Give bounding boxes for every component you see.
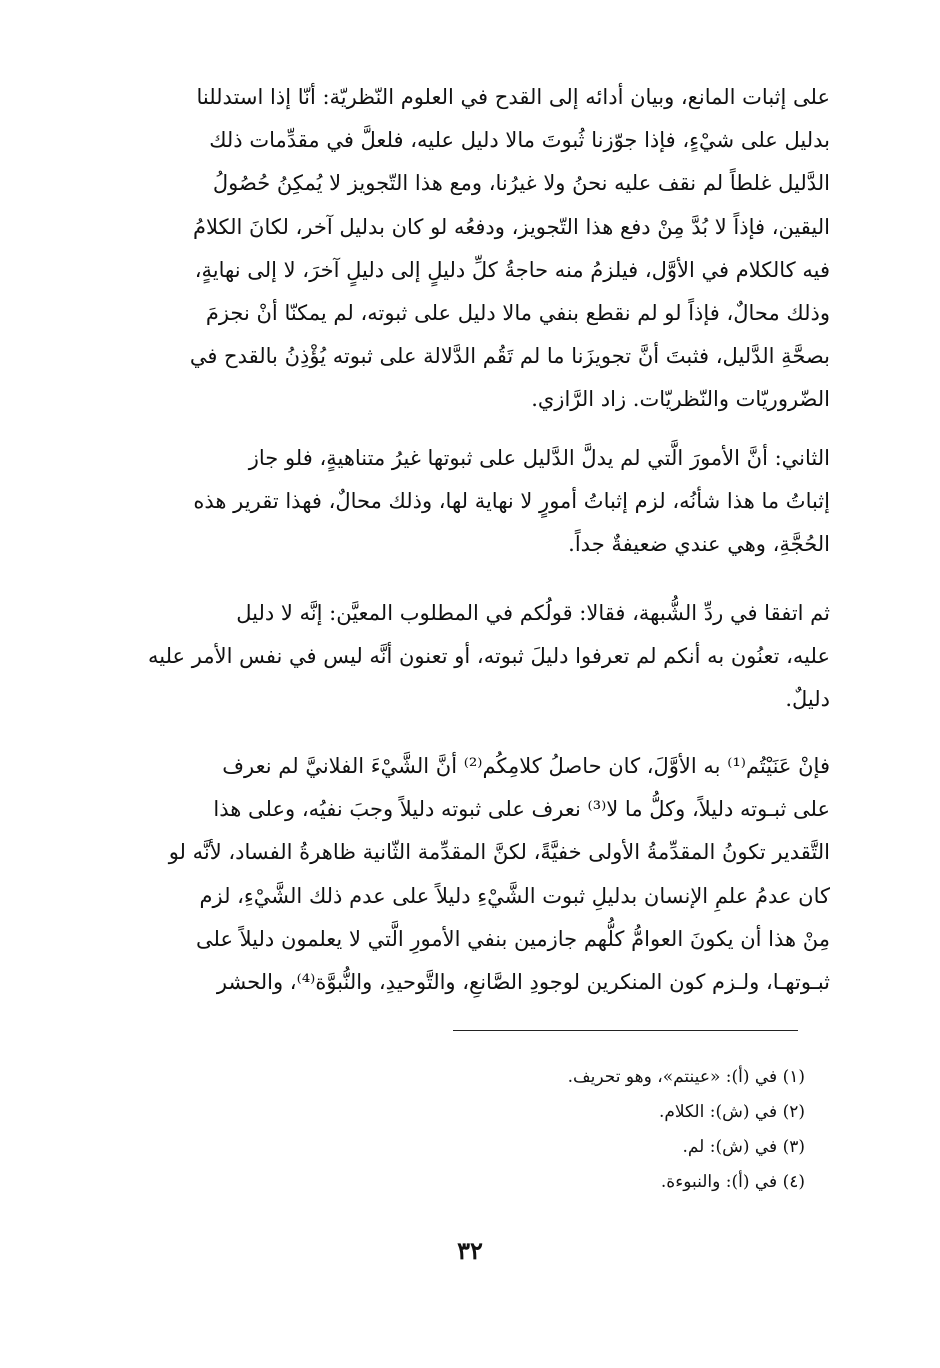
text-line: الثاني: أنَّ الأمورَ الَّتي لم يدلَّ الدَّليل على ثبوتها غيرُ متناهيةٍ، فلو جاز <box>248 446 830 470</box>
text-line: وذلك محالٌ، فإذاً لو لم نقطع بنفي مالا دليل على ثبوته، لم يمكنّا أنْ نجزمَ <box>205 301 830 326</box>
text-line: فإنْ عَنَيْتُم⁽¹⁾ به الأوَّلَ، كان حاصلُ كلامِكُم⁽²⁾ أنَّ الشَّيْءَ الفلانيَّ لم نعرف <box>222 754 830 778</box>
text-line: على إثبات المانع، وبيان أدائه إلى القدح في العلوم النّظريّة: أنّا إذا استدللنا <box>196 85 830 109</box>
text-line: عليه، تعنُون به أنكم لم تعرفوا دليلَ ثبوته، أو تعنون أنَّه ليس في نفس الأمر عليه <box>148 644 830 669</box>
paragraph-4 <box>118 745 830 1004</box>
footnote-1: (١) في (أ): «عينتم»، وهو تحريف. <box>567 1067 805 1087</box>
text-line: على ثبـوته دليلاً، وكلُّ ما لا⁽³⁾ نعرف على ثبوته دليلاً وجبَ نفيُه، وعلى هذا <box>213 797 830 822</box>
text-line: اليقين، فإذاً لا بُدَّ مِنْ دفع هذا التّجويز، ودفعُه لو كان بدليل آخر، لكانَ الكلامُ <box>193 214 830 239</box>
text-line: بدليل على شيْءٍ، فإذا جوّزنا ثُبوتَ مالا دليل عليه، فلعلَّ في مقدِّمات ذلك <box>209 128 830 153</box>
text-line: دليلٌ. <box>785 687 830 712</box>
text-line: إثباتُ ما هذا شأنُه، لزم إثباتُ أمورٍ لا نهاية لها، وذلك محالٌ، فهذا تقرير هذه <box>193 489 830 514</box>
text-line: الحُجَّةِ، وهي عندي ضعيفةٌ جداً. <box>568 532 830 557</box>
footnote-3: (٣) في (ش): لم. <box>682 1137 805 1157</box>
paragraph-3 <box>118 592 830 722</box>
page-number: ٣٢ <box>457 1236 483 1265</box>
text-line: الضّروريّات والنّظريّات. زاد الرَّازي. <box>531 387 830 412</box>
text-line: فيه كالكلام في الأوَّل، فيلزمُ منه حاجةُ كلِّ دليلٍ إلى دليلٍ آخرَ، لا إلى نهايةٍ، <box>194 257 830 282</box>
text-line: الدَّليل غلطاً لم نقف عليه نحنُ ولا غيرُنا، ومع هذا التّجويز لا يُمكِنُ حُصُولُ <box>212 171 830 196</box>
text-line: مِنْ هذا أن يكونَ العوامُّ كلُّهم جازمين بنفي الأمورِ الَّتي لا يعلمون دليلاً على <box>195 926 830 951</box>
text-line: التَّقدير تكونُ المقدِّمةُ الأولى خفيَّةً، لكنَّ المقدِّمة الثّانية ظاهرةُ الفساد، لأنَّه لو <box>168 840 830 865</box>
text-line: بصحَّةِ الدَّليل، فثبتَ أنَّ تجويزَنا ما لم تَقُم الدَّلالة على ثبوته يُؤْذِنُ بالقدح في <box>189 344 830 369</box>
paragraph-2 <box>118 437 830 567</box>
text-line: ثم اتفقا في ردِّ الشُّبهة، فقالا: قولُكم في المطلوب المعيَّن: إنَّه لا دليل <box>236 601 830 625</box>
text-line: كان عدمُ علمِ الإنسان بدليلِ ثبوت الشَّيْءِ دليلاً على عدم ذلك الشَّيْءِ، لزم <box>199 883 830 908</box>
paragraph-1 <box>118 76 830 422</box>
footnote-divider <box>453 1030 798 1031</box>
footnote-2: (٢) في (ش): الكلام. <box>658 1102 805 1122</box>
footnote-4: (٤) في (أ): والنبوءة. <box>660 1172 805 1192</box>
text-line: ثبـوتهـا، ولـزم كون المنكرين لوجودِ الصَّانعِ، والتَّوحيدِ، والنُّبوَّة⁽⁴⁾، والحشر <box>216 970 830 995</box>
footnotes <box>300 1060 805 1200</box>
